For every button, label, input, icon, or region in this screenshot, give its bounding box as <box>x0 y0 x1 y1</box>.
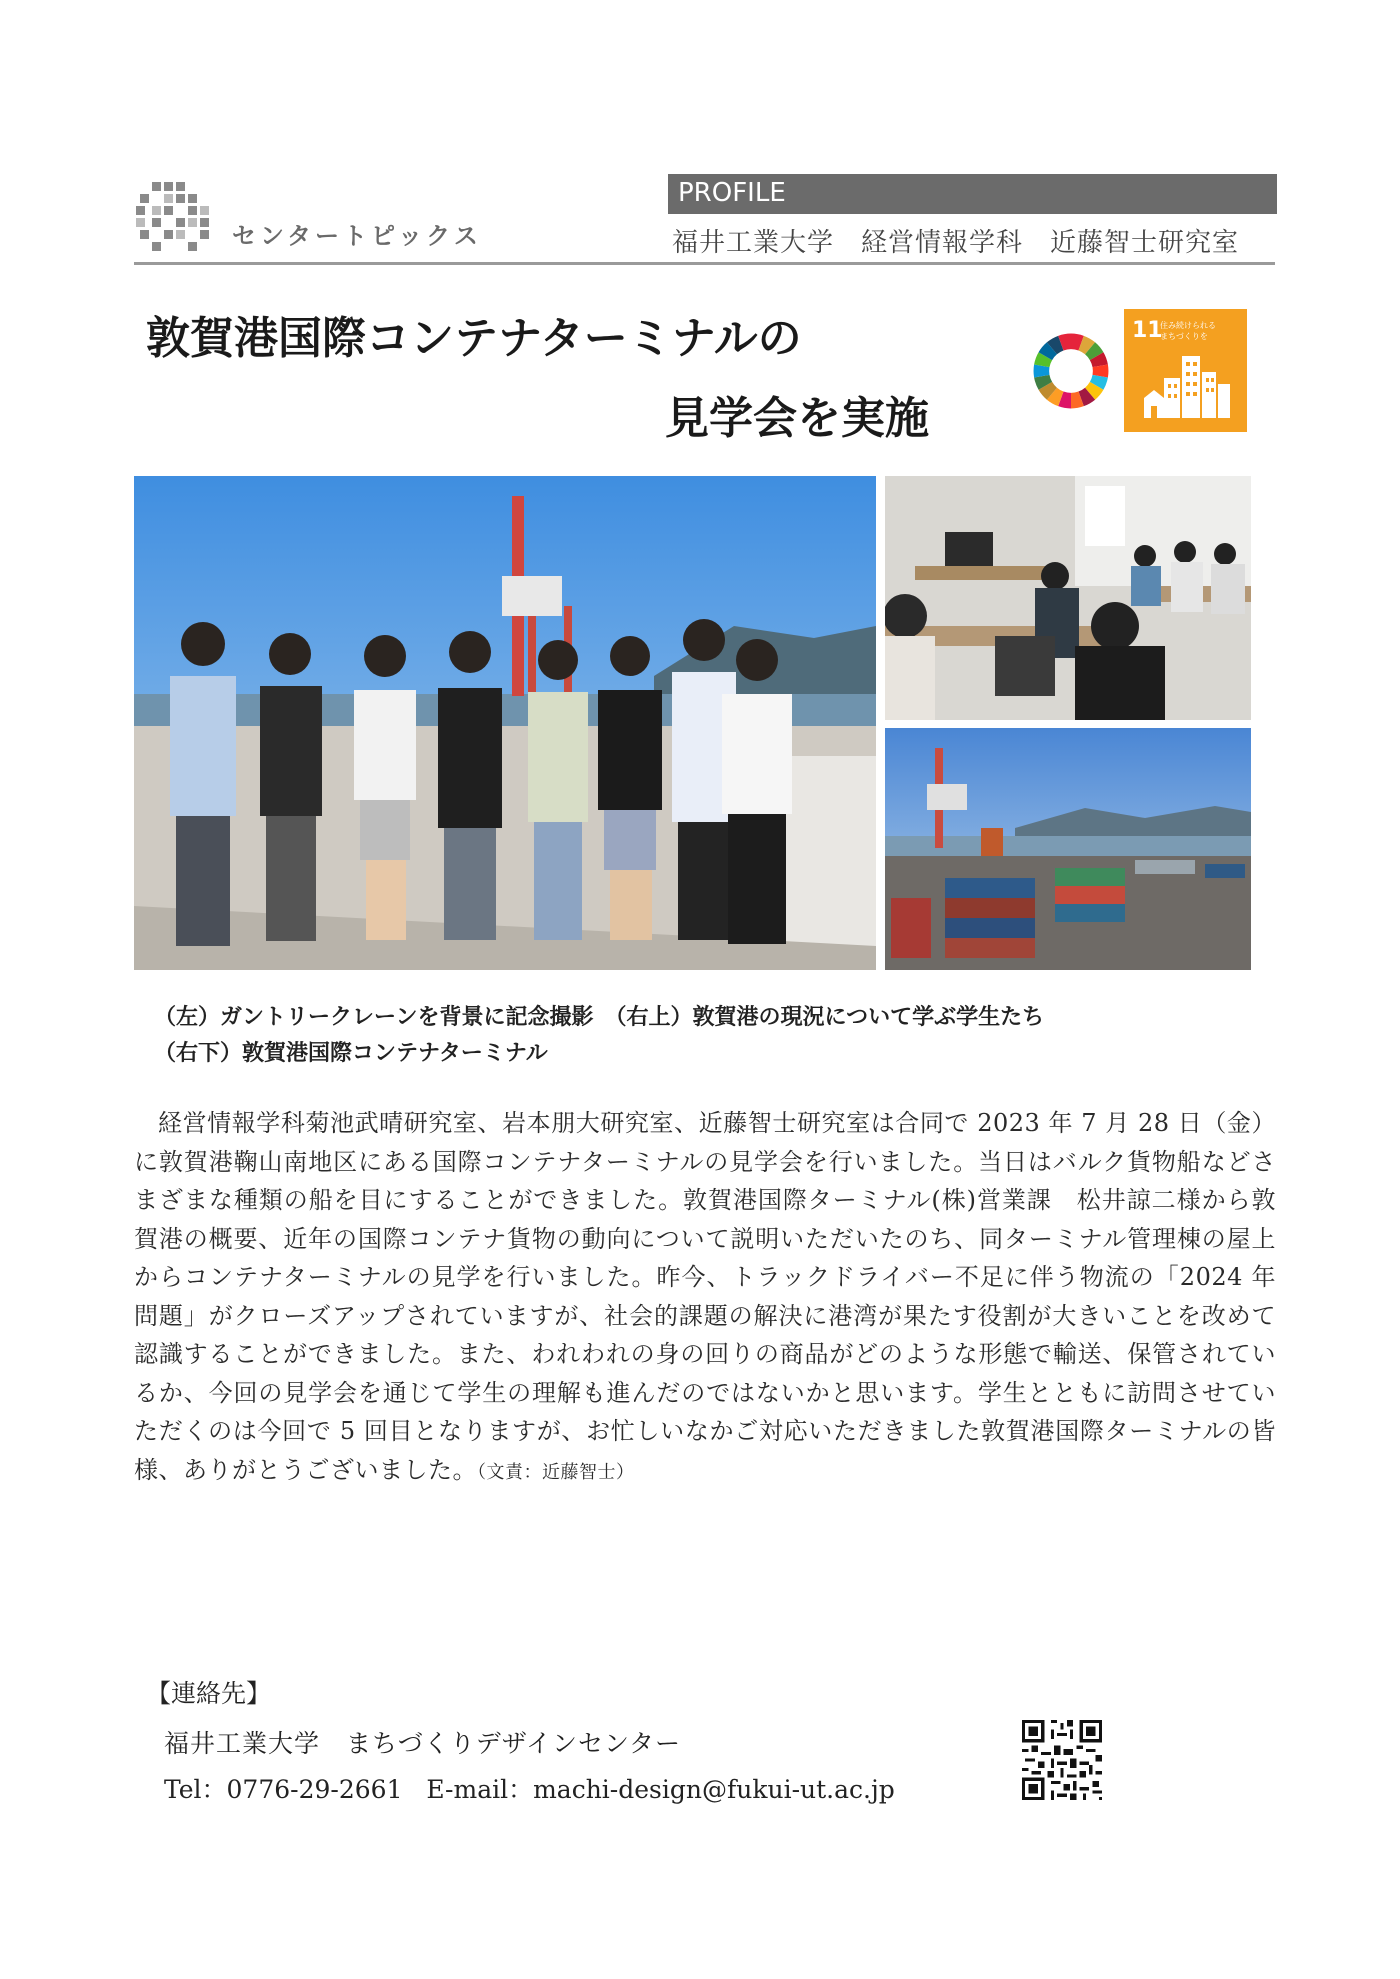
contact-details <box>164 1770 895 1806</box>
page-title-line2: 見学会を実施 <box>665 393 929 444</box>
group-photo-image <box>134 476 876 970</box>
article-body-text: 経営情報学科菊池武晴研究室、岩本朋大研究室、近藤智士研究室は合同で 2023 年 7 月 28 日（金）に敦賀港鞠山南地区にある国際コンテナターミナルの見学会を行いました。当日はバルク貨物船などさまざまな種類の船を目にすることができました。敦賀港国際ターミナル(株)営業課 松井諒二様から敦賀港の概要、近年の国際コンテナ貨物の動向について説明いただいたのち、同ターミナル管理棟の屋上からコンテナターミナルの見学を行いました。昨今、トラックドライバー不足に伴う物流の「2024 年問題」がクローズアップされていますが、社会的課題の解決に港湾が果たす役割が大きいことを改めて認識することができました。また、われわれの身の回りの商品がどのような形態で輸送、保管されているか、今回の見学会を通じて学生の理解も進んだのではないかと思います。学生とともに訪問させていただくのは今回で 5 回目となりますが、お忙しいなかご対応いただきました敦賀港国際ターミナルの皆様、ありがとうございました。 <box>134 1109 1276 1484</box>
email-address[interactable]: machi-design@fukui-ut.ac.jp <box>533 1775 895 1804</box>
photo-caption-line1: （左）ガントリークレーンを背景に記念撮影 （右上）敦賀港の現況について学ぶ学生たち <box>154 1005 1045 1030</box>
classroom-photo-image <box>885 476 1251 720</box>
container-terminal-photo-image <box>885 728 1251 970</box>
sdg-goal-text: 住み続けられる まちづくりを <box>1160 321 1216 341</box>
section-label: センタートピックス <box>232 222 482 250</box>
profile-affiliation: 福井工業大学 経営情報学科 近藤智士研究室 <box>672 228 1240 258</box>
header-divider <box>134 262 1275 265</box>
phone-number[interactable]: 0776-29-2661 <box>226 1775 403 1804</box>
page-title-line1: 敦賀港国際コンテナターミナルの <box>146 313 802 364</box>
city-buildings-icon <box>1142 352 1232 422</box>
phone-label: Tel： <box>164 1775 227 1804</box>
profile-label: PROFILE <box>678 178 786 208</box>
contact-heading: 【連絡先】 <box>146 1679 272 1708</box>
article-body <box>134 1104 1276 1492</box>
photo-caption-line2: （右下）敦賀港国際コンテナターミナル <box>154 1041 548 1066</box>
sdg-goal-number: 11 <box>1132 318 1163 343</box>
email-label: E-mail： <box>426 1775 534 1804</box>
sdg-wheel-icon <box>1032 332 1110 410</box>
author-credit: （文責：近藤智士） <box>477 1461 635 1483</box>
center-logo-icon <box>136 182 216 252</box>
contact-organization: 福井工業大学 まちづくりデザインセンター <box>164 1729 682 1758</box>
qr-code-icon[interactable] <box>1022 1720 1102 1800</box>
